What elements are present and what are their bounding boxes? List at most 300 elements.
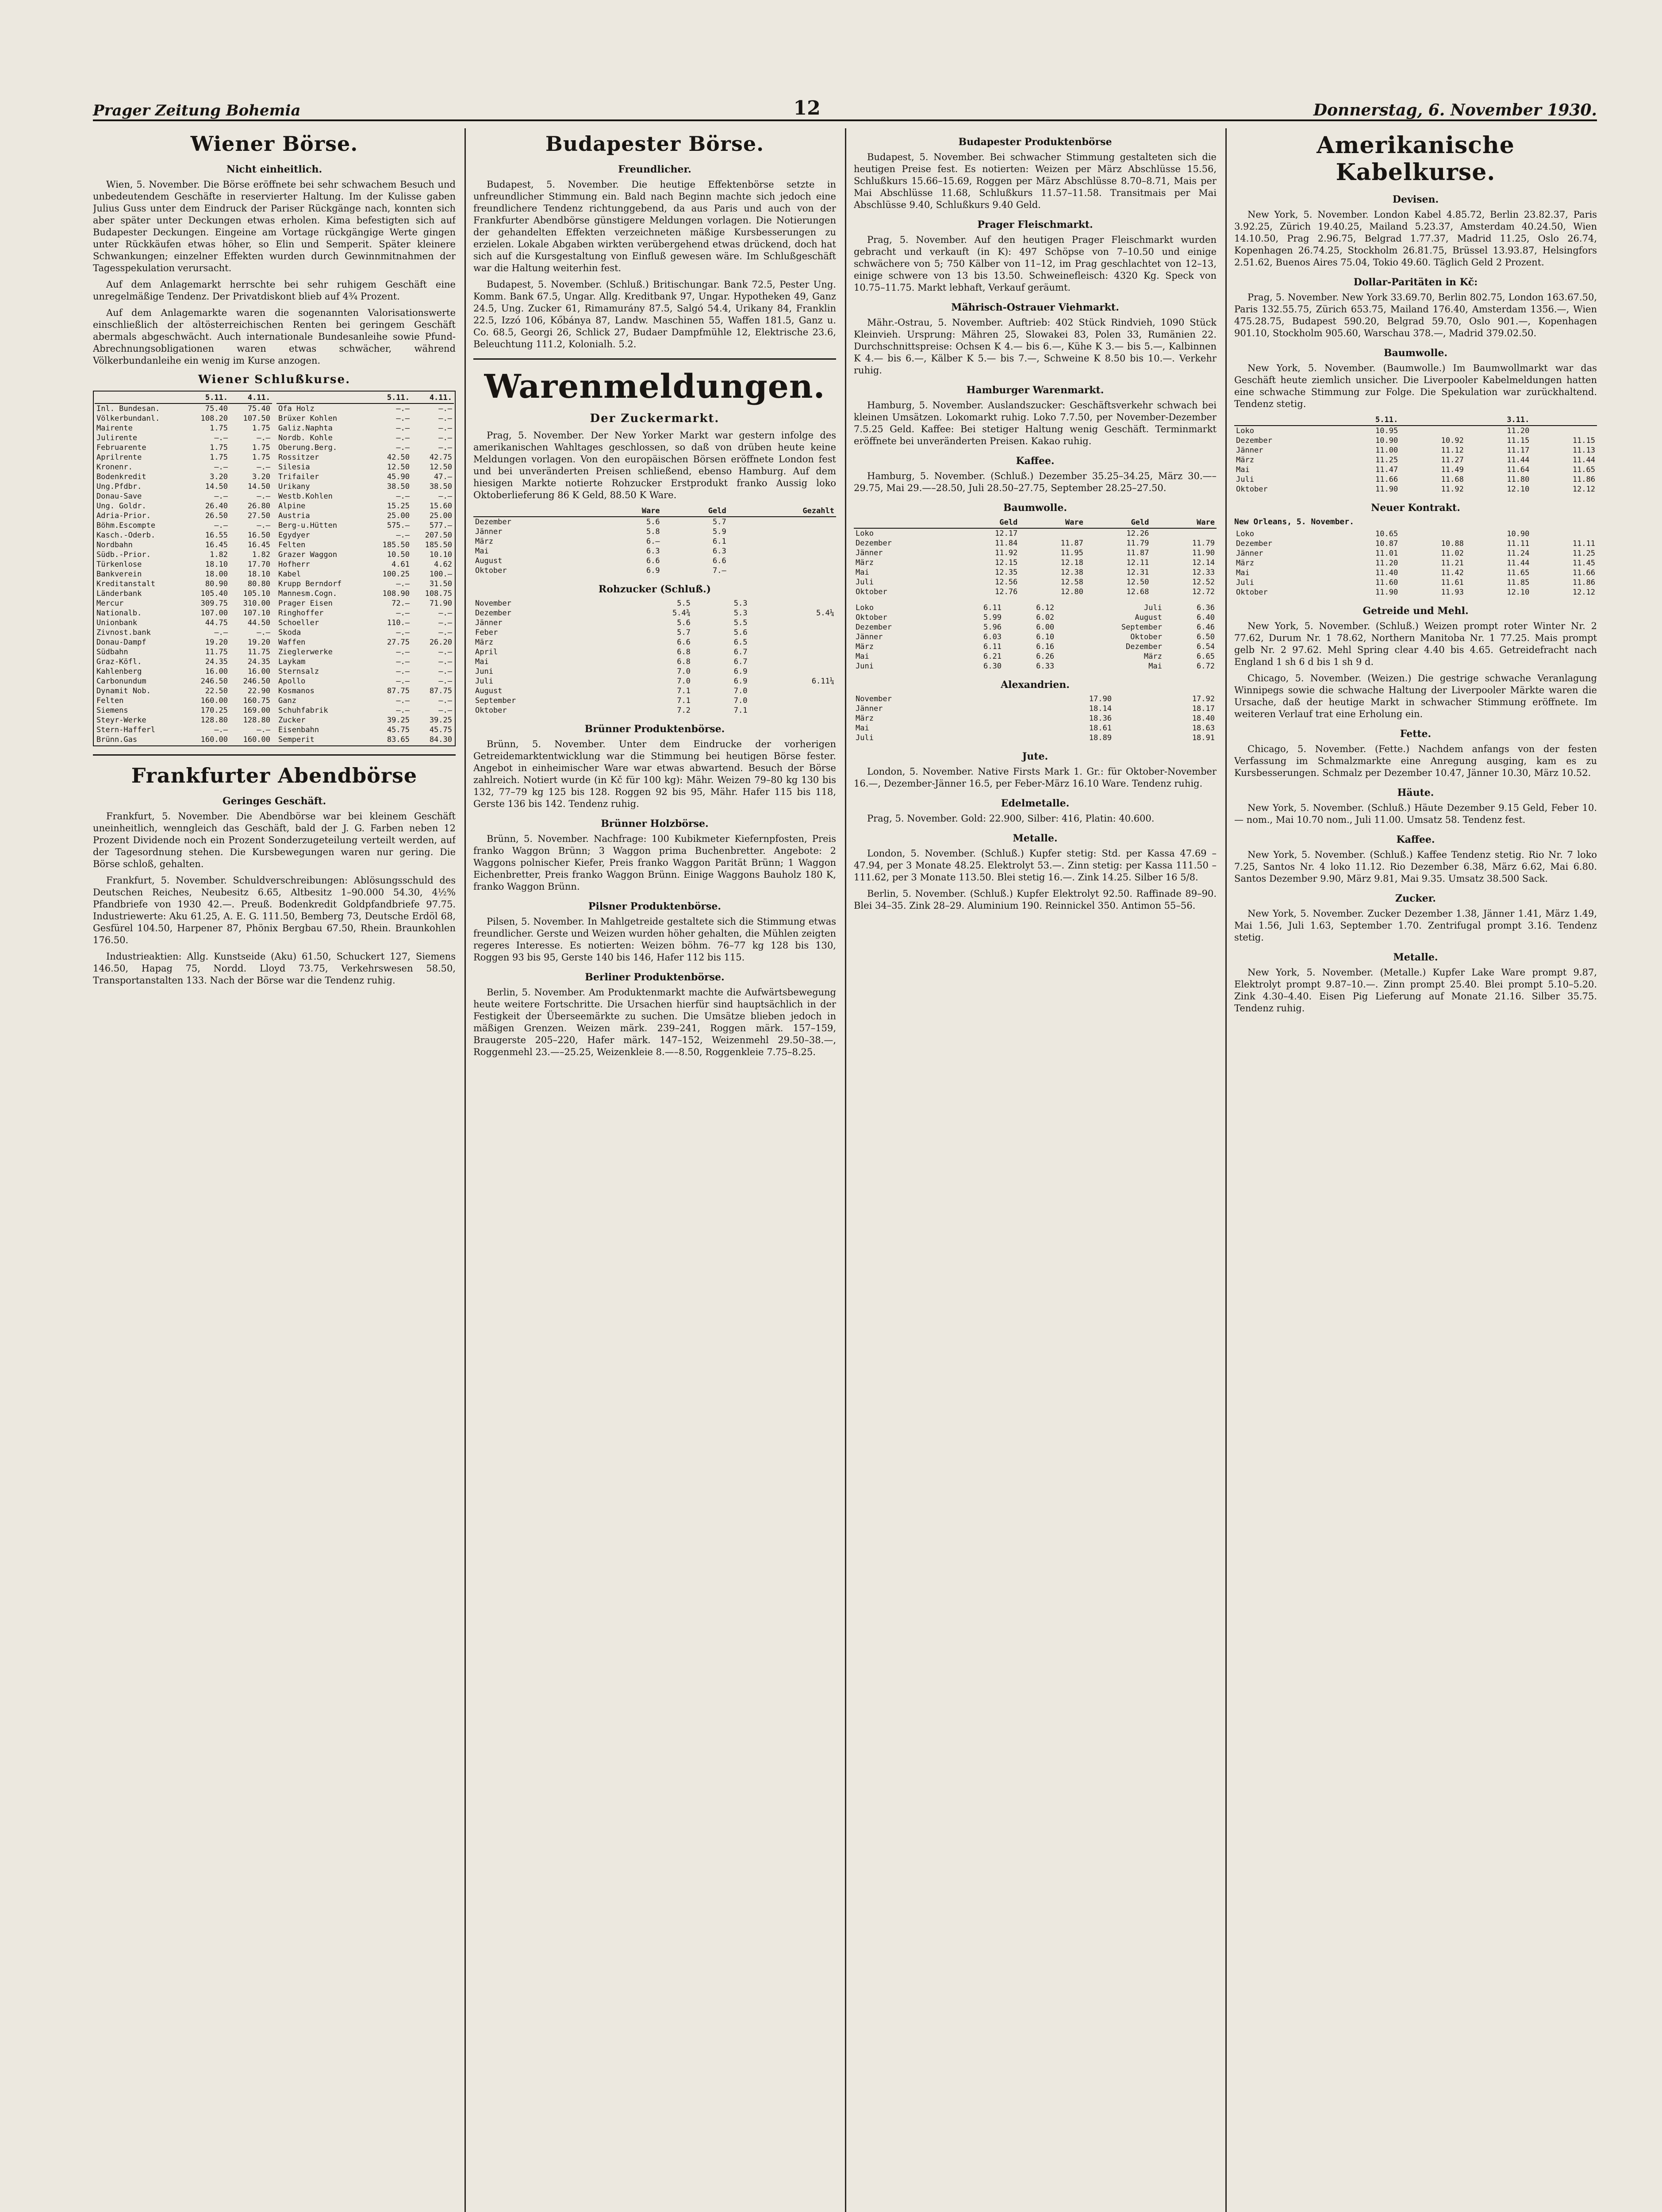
table-cell	[749, 637, 836, 647]
table-cell: 6.11	[983, 642, 1002, 651]
table-cell: —.—	[438, 657, 452, 666]
article-paragraph: London, 5. November. Native Firsts Mark 1. Gr.: für Oktober-November 16.—, Dezember-Jänner 16.5, per Feber-März 16.10 Ware. Tendenz ruhig.	[854, 766, 1217, 789]
table-cell: Dezember	[856, 539, 892, 548]
table-cell: 11.65	[1572, 465, 1595, 474]
table-row	[276, 511, 454, 521]
metalle-title: Metalle.	[1393, 952, 1438, 963]
table-row	[276, 550, 454, 560]
table-row	[473, 556, 836, 566]
table-row	[95, 696, 272, 706]
table-cell: —.—	[438, 677, 452, 686]
table-cell: 17.70	[247, 560, 270, 569]
table-cell: Nordb. Kohle	[278, 434, 333, 442]
table-cell: 105.40	[200, 589, 228, 598]
table-cell: 12.10	[1507, 485, 1530, 494]
table-cell: Eisenbahn	[278, 726, 319, 734]
table-cell: Türkenlose	[96, 560, 142, 569]
table-cell: Austria	[278, 511, 310, 520]
table-cell: 11.02	[1441, 549, 1464, 558]
table-row	[854, 723, 1217, 733]
table-row	[473, 599, 836, 608]
table-cell: 11.90	[1192, 549, 1215, 557]
table-cell: 6.46	[1197, 623, 1215, 632]
column-header	[95, 392, 187, 403]
article-paragraph: New York, 5. November. (Schluß.) Kaffee Tendenz stetig. Rio Nr. 7 loko 7.25, Santos Nr. 4 loko 11.12. Rio Dezember 6.38, März 6.62, Mai 6.80. Santos Dezember 9.90, März 9.81, Mai 9.35. Umsatz 38.500 Sack.	[1234, 849, 1597, 884]
table-cell: 14.50	[247, 482, 270, 491]
table-row	[854, 587, 1217, 597]
table-cell: 5.96	[983, 623, 1002, 632]
table-row	[276, 403, 454, 414]
table-cell: Carbonundum	[96, 677, 146, 686]
article-paragraph: Prag, 5. November. New York 33.69.70, Berlin 802.75, London 163.67.50, Paris 132.55.75, Zürich 653.75, Mailand 176.40, Amsterdam 1356.—, Wien 475.28.75, Budapest 590.20, Belgrad 59.70, Oslo 901.—, Kopenhagen 901.10, Stockholm 905.60, Warschau 378.—, Madrid 379.02.50.	[1234, 292, 1597, 338]
article-paragraph: Hamburg, 5. November. (Schluß.) Dezember 35.25–34.25, März 30.—–29.75, Mai 29.—–28.50, Juli 28.50–27.75, September 28.25–27.50.	[854, 471, 1217, 493]
table-row	[854, 661, 1217, 671]
table-row	[95, 414, 272, 423]
table-cell: 18.89	[1089, 733, 1112, 742]
table-cell: 18.10	[247, 570, 270, 579]
metalle-title: Metalle.	[1013, 833, 1058, 844]
table-cell: —.—	[438, 696, 452, 705]
column-header: 3.11.	[1466, 415, 1531, 426]
table-cell: —.—	[214, 628, 228, 637]
table-row	[1234, 578, 1597, 588]
table-row	[276, 667, 454, 676]
table-cell: 6.02	[1036, 613, 1055, 622]
table-row	[854, 558, 1217, 568]
table-cell: 11.66	[1572, 568, 1595, 577]
table-cell: 39.25	[429, 716, 452, 725]
table-row	[473, 686, 836, 696]
table-cell: 11.27	[1441, 456, 1464, 465]
table-cell: 26.20	[429, 638, 452, 647]
table-cell: Dezember	[1236, 436, 1272, 445]
table-cell: Oktober	[1130, 633, 1162, 641]
bremen-cotton-table	[854, 517, 1217, 597]
table-row	[276, 628, 454, 637]
table-cell	[749, 618, 836, 628]
table-cell: 6.7	[733, 657, 748, 666]
table-cell: 6.1	[713, 537, 726, 546]
table-row	[95, 443, 272, 453]
table-cell: 6.11	[983, 603, 1002, 612]
table-cell: —.—	[438, 648, 452, 657]
table-cell: 110.—	[387, 618, 410, 627]
table-cell: Loko	[1236, 426, 1254, 435]
table-cell: 6.12	[1036, 603, 1055, 612]
table-cell: Mannesm.Cogn.	[278, 589, 338, 598]
table-cell: 575.—	[387, 521, 410, 530]
table-cell: Oktober	[475, 706, 507, 715]
table-cell: 18.61	[1089, 724, 1112, 733]
table-cell: Februarente	[96, 443, 146, 452]
table-cell: 6.54	[1197, 642, 1215, 651]
table-cell: Böhm.Escompte	[96, 521, 156, 530]
table-header-row	[95, 392, 272, 403]
column-header: Geld	[1085, 517, 1151, 528]
table-cell: 5.4¼	[816, 609, 834, 618]
table-header-row	[276, 392, 454, 403]
table-cell: 4.61	[392, 560, 410, 569]
table-row	[276, 608, 454, 618]
table-cell: März	[856, 642, 874, 651]
table-cell: 39.25	[387, 716, 410, 725]
bruenn-title: Brünner Produktenbörse.	[584, 723, 725, 735]
table-cell: 6.16	[1036, 642, 1055, 651]
table-cell: 45.75	[387, 726, 410, 734]
table-row	[276, 637, 454, 647]
table-cell	[728, 527, 836, 537]
table-cell: 12.56	[995, 578, 1018, 587]
table-cell	[1400, 426, 1466, 436]
table-cell: Juli	[856, 578, 874, 587]
table-cell: Donau-Dampf	[96, 638, 146, 647]
table-cell: 1.75	[252, 443, 270, 452]
table-cell: Kronenr.	[96, 463, 133, 472]
table-cell: 11.60	[1375, 578, 1398, 587]
article-paragraph: Prag, 5. November. Auf den heutigen Prager Fleischmarkt wurden gebracht und verkauft (in K): 497 Schöpse von 7–10.50 und einige schwächere von 5; 750 Kälber von 11–12, im Prag geschlachtet von 12–13, einige schwere von 13 bis 13.50. Schweinefleisch: 4320 Kg. Speck von 10.75–11.75. Markt lebhaft, Verkauf geräumt.	[854, 234, 1217, 293]
article-paragraph: Prag, 5. November. Gold: 22.900, Silber: 416, Platin: 40.600.	[867, 813, 1155, 824]
table-cell: Mai	[856, 568, 869, 577]
article-paragraph: Budapest, 5. November. Die heutige Effektenbörse setzte in unfreundlicher Stimmung ein. Bald nach Beginn machte sich jedoch eine freundlichere Tendenz richtunggebend, da aus Paris und auch von der Frankfurter Abendbörse günstigere Meldungen vorlagen. Die Notierungen der gehandelten Effekten verzeichneten mäßige Kursbesserungen zu erzielen. Lokale Abgaben wirkten verübergehend etwas drückend, doch hat sich auf die Kursgestaltung von Einfluß gewesen wäre. Im Schlußgeschäft war die Haltung weiterhin fest.	[473, 179, 836, 273]
table-row	[95, 433, 272, 443]
table-cell: 12.72	[1192, 588, 1215, 596]
article-paragraph: Prag, 5. November. Der New Yorker Markt war gestern infolge des amerikanischen Wahltages geschlossen, so daß von drüben heute keine Meldungen vorlagen. Von den europäischen Börsen eröffnete London fest und bei unveränderten Preisen schließend, ebenso Hamburg. Auf dem hiesigen Markte notierte Rohzucker Erstprodukt franko Aussig loko Oktoberlieferung 86 K Geld, 88.50 K Ware.	[473, 430, 836, 500]
wien-title: Wiener Börse.	[190, 132, 358, 156]
table-cell: 7.—	[713, 566, 726, 575]
table-cell: 10.90	[1375, 436, 1398, 445]
table-cell: 24.35	[205, 657, 228, 666]
column-header: Ware	[1019, 517, 1085, 528]
table-cell: Waffen	[278, 638, 306, 647]
fette-title: Fette.	[1400, 728, 1432, 740]
table-cell: 11.45	[1572, 559, 1595, 568]
table-row	[473, 676, 836, 686]
table-cell: 10.87	[1375, 539, 1398, 548]
table-cell: 12.35	[995, 568, 1018, 577]
table-cell: Jänner	[856, 633, 883, 641]
table-cell: —.—	[257, 463, 270, 472]
table-cell: 11.20	[1375, 559, 1398, 568]
table-cell: 12.14	[1192, 558, 1215, 567]
table-row	[95, 501, 272, 511]
zucker-title: Zucker.	[1395, 893, 1436, 904]
table-cell: —.—	[438, 618, 452, 627]
table-cell: Mai	[1148, 662, 1162, 671]
table-row	[473, 706, 836, 715]
quote-table	[276, 392, 454, 745]
table-cell: 26.40	[205, 502, 228, 511]
table-cell: Nationalb.	[96, 609, 142, 618]
table-cell	[728, 517, 836, 527]
baumwolle-title: Baumwolle.	[1383, 347, 1448, 359]
table-cell: —.—	[214, 463, 228, 472]
table-cell: 4.62	[434, 560, 452, 569]
table-cell: März	[1236, 456, 1254, 465]
table-row	[854, 694, 1217, 704]
table-cell: 107.50	[243, 414, 270, 423]
table-cell: Skoda	[278, 628, 301, 637]
table-row	[1234, 426, 1597, 436]
table-cell: 11.86	[1572, 578, 1595, 587]
table-row	[473, 618, 836, 628]
table-cell: —.—	[438, 628, 452, 637]
table-cell: 7.0	[677, 677, 691, 686]
table-cell: März	[856, 714, 874, 723]
frankfurt-title: Frankfurter Abendbörse	[131, 764, 418, 787]
table-cell: Jänner	[856, 549, 883, 557]
table-cell: —.—	[438, 706, 452, 715]
table-cell: Rossitzer	[278, 453, 319, 462]
table-cell: Juli	[1236, 578, 1254, 587]
table-cell: 18.14	[1089, 704, 1112, 713]
table-cell	[1151, 528, 1217, 538]
table-row	[854, 714, 1217, 723]
table-cell: Jänner	[1236, 446, 1263, 455]
table-row	[854, 632, 1217, 642]
table-row	[95, 628, 272, 637]
table-cell: 11.11	[1507, 539, 1530, 548]
table-cell: 6.6	[677, 638, 691, 647]
table-cell: Kosmanos	[278, 687, 315, 695]
rohzucker-title: Rohzucker (Schluß.)	[598, 584, 711, 595]
table-cell: 71.90	[429, 599, 452, 608]
table-row	[276, 472, 454, 482]
table-row	[276, 676, 454, 686]
table-row	[276, 735, 454, 745]
table-cell: 16.45	[247, 541, 270, 549]
table-cell: 5.8	[646, 527, 660, 536]
table-cell: März	[856, 558, 874, 567]
table-cell: 6.36	[1197, 603, 1215, 612]
table-cell: 11.17	[1507, 446, 1530, 455]
table-row	[473, 517, 836, 527]
table-cell: 6.40	[1197, 613, 1215, 622]
table-cell: 26.80	[247, 502, 270, 511]
table-cell: Dezember	[1125, 642, 1162, 651]
table-cell: 87.75	[429, 687, 452, 695]
table-cell: 11.20	[1507, 426, 1530, 435]
table-cell: 1.75	[210, 453, 228, 462]
table-cell: 5.3	[733, 599, 748, 608]
table-cell: —.—	[396, 434, 410, 442]
table-cell: Mairente	[96, 424, 133, 433]
table-row	[276, 462, 454, 472]
table-cell: Ung. Goldr.	[96, 502, 146, 511]
table-cell: 11.47	[1375, 465, 1398, 474]
table-row	[276, 492, 454, 501]
table-row	[276, 482, 454, 492]
table-cell: Zucker	[278, 716, 306, 725]
budapest-subtitle: Freundlicher.	[618, 164, 691, 175]
table-row	[854, 704, 1217, 714]
table-cell: Schuhfabrik	[278, 706, 328, 715]
table-row	[95, 540, 272, 550]
table-cell: 12.12	[1572, 485, 1595, 494]
table-row	[276, 433, 454, 443]
table-cell: Hofherr	[278, 560, 310, 569]
table-cell: 80.90	[205, 580, 228, 588]
table-row	[276, 706, 454, 715]
new-orleans-label: New Orleans, 5. November.	[1234, 517, 1354, 526]
table-cell: Zieglerwerke	[278, 648, 333, 657]
table-cell: Länderbank	[96, 589, 142, 598]
table-cell: 1.75	[252, 453, 270, 462]
table-cell: 10.88	[1441, 539, 1464, 548]
table-cell: Unionbank	[96, 618, 138, 627]
table-cell: 5.99	[983, 613, 1002, 622]
table-cell: 16.45	[205, 541, 228, 549]
table-cell: 75.40	[205, 404, 228, 413]
page-number: 12	[793, 97, 821, 119]
table-cell: —.—	[214, 521, 228, 530]
table-cell: Laykam	[278, 657, 306, 666]
table-cell: Felten	[278, 541, 306, 549]
kaffee-title: Kaffee.	[1016, 455, 1055, 467]
table-cell: 10.65	[1375, 530, 1398, 538]
wien-table-title: Wiener Schlußkurse.	[198, 373, 351, 386]
table-cell: 1.75	[210, 443, 228, 452]
table-cell: 11.86	[1572, 475, 1595, 484]
table-cell: 10.10	[429, 550, 452, 559]
table-cell: 11.01	[1375, 549, 1398, 558]
table-cell: —.—	[438, 404, 452, 413]
article-paragraph: Auf dem Anlagemarkt herrschte bei sehr ruhigem Geschäft eine unregelmäßige Tendenz. Der Privatdiskont blieb auf 4¾ Prozent.	[93, 279, 456, 302]
baumwolle-title: Baumwolle.	[1003, 502, 1067, 514]
dollar-title: Dollar-Paritäten in Kč:	[1353, 276, 1478, 288]
table-cell	[728, 537, 836, 546]
table-cell: 5.6	[733, 628, 748, 637]
table-cell: 31.50	[429, 580, 452, 588]
table-cell: Brüxer Kohlen	[278, 414, 338, 423]
article-paragraph: Chicago, 5. November. (Fette.) Nachdem anfangs von der festen Verfassung im Schmalzmarkte eine Anregung ausging, kam es zu Kursbesserungen. Schmalz per Dezember 10.47, Jänner 10.30, März 10.52.	[1234, 744, 1597, 778]
table-cell: 12.52	[1192, 578, 1215, 587]
table-row	[1234, 475, 1597, 484]
table-row	[1234, 549, 1597, 558]
table-cell: 12.50	[429, 463, 452, 472]
table-row	[95, 657, 272, 667]
table-row	[276, 453, 454, 462]
table-cell	[1531, 529, 1597, 539]
table-cell: Oktober	[475, 566, 507, 575]
table-cell: 12.26	[1126, 529, 1149, 538]
table-cell: 577.—	[429, 521, 452, 530]
table-cell: März	[1236, 559, 1254, 568]
column-2	[473, 128, 836, 2212]
article-paragraph: Pilsen, 5. November. In Mahlgetreide gestaltete sich die Stimmung etwas freundlicher. Gerste und Weizen wurden höher gehalten, die Mühlen zeigten regeres Interesse. Es notierten: Weizen böhm. 76–77 kg 128 bis 130, Roggen 93 bis 95, Gerste 140 bis 146, Hafer 112 bis 115.	[473, 916, 836, 963]
table-cell: 185.50	[382, 541, 410, 549]
table-cell: 25.00	[387, 511, 410, 520]
table-cell: 160.00	[243, 735, 270, 744]
table-cell: Kabel	[278, 570, 301, 579]
table-cell: 11.25	[1375, 456, 1398, 465]
table-cell: 11.61	[1441, 578, 1464, 587]
table-cell: 11.66	[1375, 475, 1398, 484]
table-cell: —.—	[438, 609, 452, 618]
table-cell: —.—	[214, 492, 228, 501]
vieh-title: Mährisch-Ostrauer Viehmarkt.	[951, 302, 1119, 313]
table-cell: 11.85	[1507, 578, 1530, 587]
table-cell: 12.68	[1126, 588, 1149, 596]
table-cell: 17.92	[1192, 695, 1215, 703]
column-rule	[1225, 128, 1227, 2212]
raw-sugar-table	[473, 599, 836, 715]
table-cell: —.—	[438, 414, 452, 423]
article-paragraph: Wien, 5. November. Die Börse eröffnete bei sehr schwachem Besuch und unbedeutendem Geschäfte in reservierter Haltung. Im der Kulisse gaben Julius Guss unter dem Eindruck der Pariser Rückgänge nach, konnten sich aber später unter Deckungen etwas erholen. Kima befestigten sich auf Budapester Deckungen. Eingeine am Vortage rückgängige Werte gingen unter Rückkäufen etwas höher, so Elin und Semperit. Später kleinere Schwankungen; einzelner Effekten wurden durch Gewinnmitnahmen der Tagesspekulation verursacht.	[93, 179, 456, 273]
table-cell: —.—	[396, 677, 410, 686]
table-cell: —.—	[396, 667, 410, 676]
table-cell: 6.—	[646, 537, 660, 546]
table-cell: 3.20	[252, 472, 270, 481]
neuer-kontrakt: Neuer Kontrakt.	[1371, 502, 1460, 514]
table-cell: 6.9	[733, 667, 748, 676]
table-cell: 6.3	[713, 547, 726, 556]
kaffee-title: Kaffee.	[1396, 834, 1435, 845]
column-3	[854, 128, 1217, 2212]
table-cell: 6.9	[646, 566, 660, 575]
column-header: Geld	[954, 517, 1020, 528]
table-cell: 11.44	[1507, 559, 1530, 568]
table-cell: Dezember	[475, 518, 511, 526]
article-paragraph: Brünn, 5. November. Nachfrage: 100 Kubikmeter Kiefernpfosten, Preis franko Waggon Brünn; 3 Waggon prima Buchenbretter. Angebote: 2 Waggons polnischer Kiefer, Preis franko Waggon Parität Brünn; 1 Waggon Eichenbretter, Preis franko Waggon Brünn. Einige Waggons Bauholz 180 K, franko Waggon Brünn.	[473, 833, 836, 892]
table-row	[276, 696, 454, 706]
berlin-title: Berliner Produktenbörse.	[585, 972, 725, 983]
table-row	[473, 647, 836, 657]
table-cell: Aprilrente	[96, 453, 142, 462]
article-paragraph: Chicago, 5. November. (Weizen.) Die gestrige schwache Veranlagung Winnipegs sowie die schwache Haltung der Liverpooler Märkte waren die Ursache, daß der heutige Markt in schwacher Stimmung eröffnete. Im weiteren Verlauf trat eine Erholung ein.	[1234, 673, 1597, 719]
table-cell: 11.65	[1507, 568, 1530, 577]
table-cell: 185.50	[425, 541, 452, 549]
table-cell: 83.65	[387, 735, 410, 744]
table-cell: —.—	[438, 443, 452, 452]
table-cell: 15.25	[387, 502, 410, 511]
table-cell: 6.8	[677, 657, 691, 666]
table-row	[1234, 455, 1597, 465]
table-cell	[728, 566, 836, 576]
table-cell: 11.95	[1060, 549, 1083, 557]
table-cell	[749, 706, 836, 715]
table-cell: 27.75	[387, 638, 410, 647]
table-cell	[749, 667, 836, 676]
table-cell: 100.—	[429, 570, 452, 579]
table-row	[95, 403, 272, 414]
table-row	[95, 608, 272, 618]
table-cell: 16.55	[205, 531, 228, 540]
newspaper-page	[93, 88, 1597, 2212]
table-cell: —.—	[257, 434, 270, 442]
table-cell: Adria-Prior.	[96, 511, 151, 520]
table-cell: —.—	[396, 648, 410, 657]
table-cell: 6.9	[733, 677, 748, 686]
table-cell: 11.44	[1572, 456, 1595, 465]
masthead: Prager Zeitung Bohemia	[93, 102, 301, 119]
table-cell: 169.00	[243, 706, 270, 715]
table-cell: 11.90	[1375, 588, 1398, 597]
table-cell: 84.30	[429, 735, 452, 744]
section-divider	[93, 754, 456, 756]
table-cell: 16.00	[205, 667, 228, 676]
article-paragraph: Berlin, 5. November. Am Produktenmarkt machte die Aufwärtsbewegung heute weitere Fortschritte. Die Ursachen hierfür sind hauptsächlich in der Festigkeit der Überseemärkte zu suchen. Die Umsätze blieben jedoch in mäßigen Grenzen. Weizen märk. 239–241, Roggen märk. 157–159, Braugerste 205–220, Hafer märk. 147–152, Weizenmehl 29.50–38.—, Roggenmehl 23.—–25.25, Weizenkleie 8.—–8.50, Roggenkleie 7.75–8.25.	[473, 987, 836, 1057]
table-cell: Mai	[856, 724, 869, 733]
table-cell: —.—	[438, 434, 452, 442]
table-row	[95, 706, 272, 715]
table-cell: Juli	[475, 677, 493, 686]
table-cell: 7.0	[677, 667, 691, 676]
table-cell: 22.50	[205, 687, 228, 695]
table-row	[95, 530, 272, 540]
table-cell: 18.91	[1192, 733, 1215, 742]
table-cell: Brünn.Gas	[96, 735, 138, 744]
article-paragraph: Hamburg, 5. November. Auslandszucker: Geschäftsverkehr schwach bei kleinen Umsätzen. Lokomarkt ruhig. Loko 7.7.50, per November-Dezember 7.5.25 Geld. Kaffee: Bei stetiger Haltung wenig Geschäft. Terminmarkt eröffnete bei unveränderten Preisen. Kakao ruhig.	[854, 400, 1217, 446]
